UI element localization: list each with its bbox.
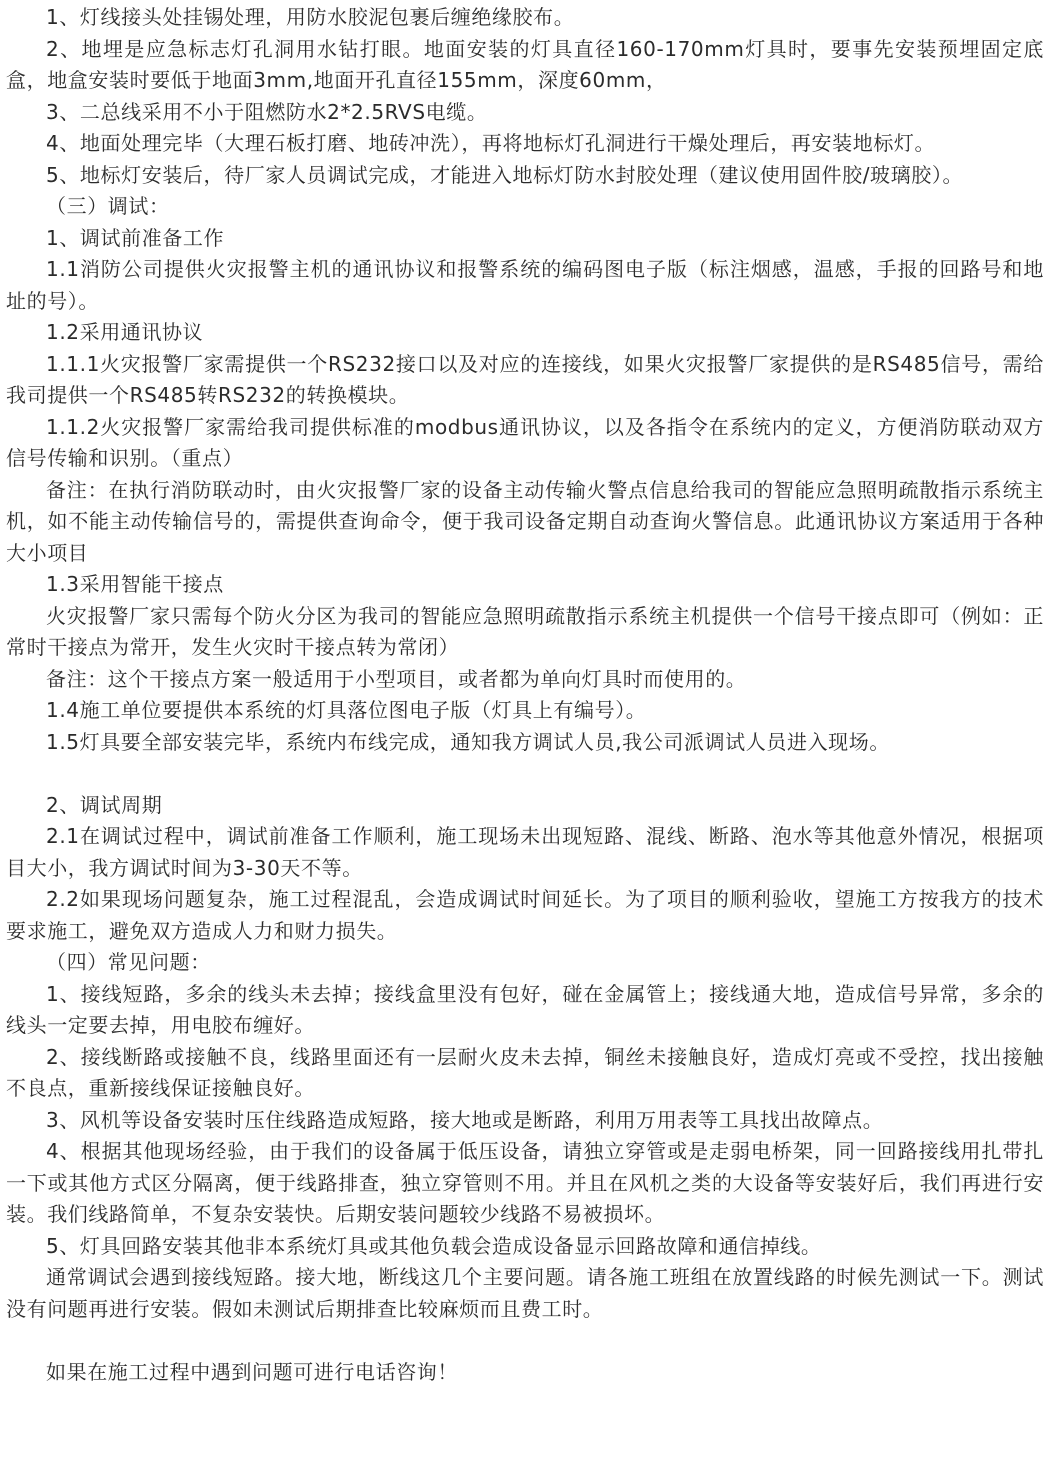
subheading-dry-contact: 1.3采用智能干接点 — [46, 572, 224, 596]
paragraph-phone-consultation: 如果在施工过程中遇到问题可进行电话咨询！ — [46, 1359, 458, 1384]
paragraph-complex-site-issues: 2.2如果现场问题复杂，施工过程混乱，会造成调试时间延长。为了项目的顺利验收，望施工方按我方的技术要求施工，避免双方造成人力和财力损失。 — [6, 887, 1044, 943]
paragraph-rs232-interface: 1.1.1火灾报警厂家需提供一个RS232接口以及对应的连接线，如果火灾报警厂家提供的是RS485信号，需给我司提供一个RS485转RS232的转换模块。 — [6, 351, 1044, 407]
paragraph-floor-treatment: 4、地面处理完毕（大理石板打磨、地砖冲洗），再将地标灯孔洞进行干燥处理后，再安装地标灯。 — [46, 131, 936, 155]
section-heading-debugging: （三）调试： — [46, 194, 170, 218]
subheading-preparation: 1、调试前准备工作 — [46, 225, 225, 250]
subheading-debugging-period: 2、调试周期 — [46, 792, 163, 817]
paragraph-waterproof-sealing: 5、地标灯安装后，待厂家人员调试完成，才能进入地标灯防水封胶处理（建议使用固件胶/玻璃胶）。 — [46, 162, 964, 187]
subheading-communication-protocol: 1.2采用通讯协议 — [46, 320, 204, 344]
paragraph-note-linkage: 备注：在执行消防联动时，由火灾报警厂家的设备主动传输火警点信息给我司的智能应急照明疏散指示系统主机，如不能主动传输信号的，需提供查询命令，便于我司设备定期自动查询火警信息。此通讯协议方案适用于各种大小项目 — [6, 477, 1044, 565]
paragraph-site-experience: 4、根据其他现场经验，由于我们的设备属于低压设备，请独立穿管或是走弱电桥架，同一回路接线用扎带扎一下或其他方式区分隔离，便于线路排查，独立穿管则不用。并且在风机之类的大设备等安装好后，我们再进行安装。我们线路简单，不复杂安装快。后期安装问题较少线路不易被损坏。 — [6, 1139, 1044, 1226]
paragraph-fan-equipment: 3、风机等设备安装时压住线路造成短路，接大地或是断路，利用万用表等工具找出故障点。 — [46, 1107, 884, 1132]
paragraph-debugging-duration: 2.1在调试过程中，调试前准备工作顺利，施工现场未出现短路、混线、断路、泡水等其他意外情况，根据项目大小，我方调试时间为3-30天不等。 — [6, 824, 1044, 880]
paragraph-open-circuit: 2、接线断路或接触不良，线路里面还有一层耐火皮未去掉，铜丝未接触良好，造成灯亮或不受控，找出接触不良点，重新接线保证接触良好。 — [6, 1044, 1044, 1100]
paragraph-solder-joint: 1、灯线接头处挂锡处理，用防水胶泥包裹后缠绝缘胶布。 — [46, 5, 575, 29]
paragraph-other-loads: 5、灯具回路安装其他非本系统灯具或其他负载会造成设备显示回路故障和通信掉线。 — [46, 1233, 822, 1258]
paragraph-ground-light-holes: 2、地埋是应急标志灯孔洞用水钻打眼。地面安装的灯具直径160-170mm灯具时，要事先安装预埋固定底盒，地盒安装时要低于地面3mm,地面开孔直径155mm，深度60mm， — [6, 36, 1044, 92]
blank-line — [6, 758, 1044, 790]
paragraph-two-bus-cable: 3、二总线采用不小于阻燃防水2*2.5RVS电缆。 — [46, 99, 488, 124]
document-body — [6, 0, 1044, 1388]
section-heading-common-problems: （四）常见问题： — [46, 950, 211, 974]
paragraph-common-issues-summary: 通常调试会遇到接线短路。接大地，断线这几个主要问题。请各施工班组在放置线路的时候先测试一下。测试没有问题再进行安装。假如未测试后期排查比较麻烦而且费工时。 — [6, 1265, 1044, 1321]
paragraph-dry-contact-signal: 火灾报警厂家只需每个防火分区为我司的智能应急照明疏散指示系统主机提供一个信号干接点即可（例如：正常时干接点为常开，发生火灾时干接点转为常闭） — [6, 603, 1044, 659]
paragraph-note-dry-contact: 备注：这个干接点方案一般适用于小型项目，或者都为单向灯具时而使用的。 — [46, 666, 747, 691]
paragraph-modbus-protocol: 1.1.2火灾报警厂家需给我司提供标准的modbus通讯协议，以及各指令在系统内的定义，方便消防联动双方信号传输和识别。（重点） — [6, 414, 1044, 470]
paragraph-layout-drawing: 1.4施工单位要提供本系统的灯具落位图电子版（灯具上有编号）。 — [46, 698, 647, 722]
blank-line — [6, 1325, 1044, 1357]
paragraph-protocol-and-encoding: 1.1消防公司提供火灾报警主机的通讯协议和报警系统的编码图电子版（标注烟感，温感，手报的回路号和地址的号）。 — [6, 257, 1044, 313]
paragraph-installation-complete: 1.5灯具要全部安装完毕，系统内布线完成，通知我方调试人员,我公司派调试人员进入现场。 — [46, 729, 890, 754]
paragraph-short-circuit: 1、接线短路，多余的线头未去掉；接线盒里没有包好，碰在金属管上；接线通大地，造成信号异常，多余的线头一定要去掉，用电胶布缠好。 — [6, 981, 1044, 1037]
